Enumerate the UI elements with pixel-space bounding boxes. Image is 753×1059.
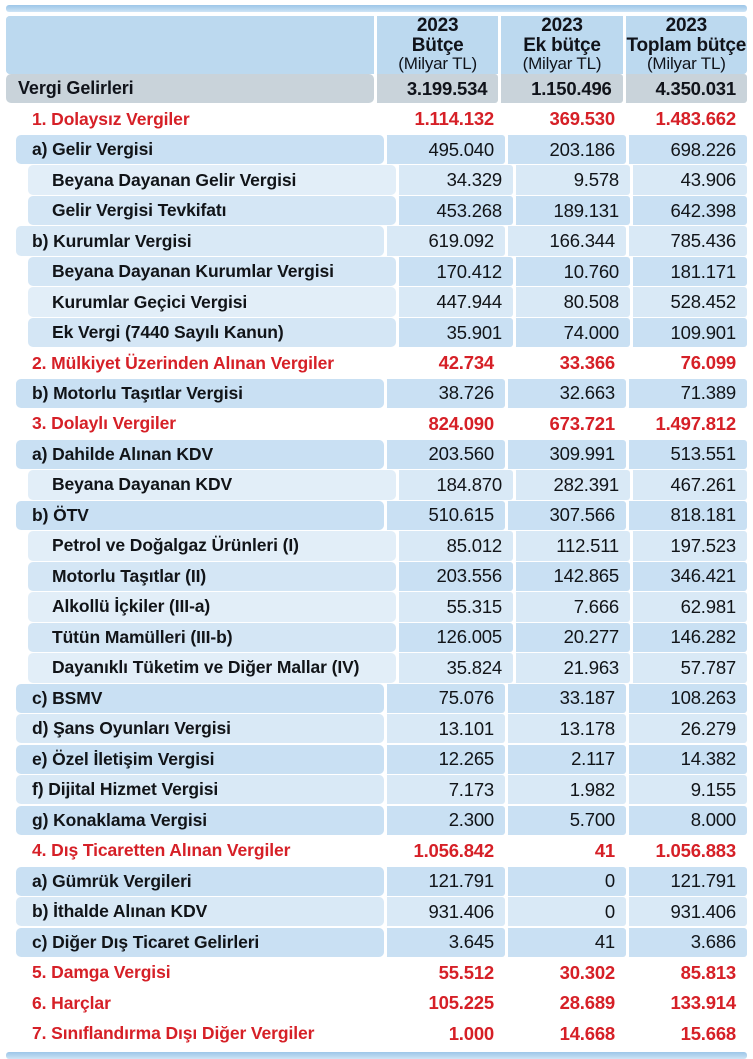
row-value-cell: 0 <box>505 867 626 896</box>
row-label: Motorlu Taşıtlar (II) <box>52 565 207 586</box>
header-unit: (Milyar TL) <box>522 54 602 74</box>
row-value-cell: 43.906 <box>630 165 747 194</box>
header-name: Toplam bütçe <box>626 34 747 56</box>
row-label: b) İthalde Alınan KDV <box>32 901 208 922</box>
row-label-cell <box>28 562 396 591</box>
row-label-cell <box>28 318 396 347</box>
row-value-cell: 34.329 <box>396 165 513 194</box>
row-value-cell: 74.000 <box>513 318 630 347</box>
table-row <box>6 165 747 194</box>
row-label: Dayanıklı Tüketim ve Diğer Mallar (IV) <box>52 657 360 678</box>
row-label: Beyana Dayanan Gelir Vergisi <box>52 169 297 190</box>
table-row <box>6 379 747 408</box>
row-label-cell <box>16 501 384 530</box>
table-row <box>6 562 747 591</box>
row-label-cell <box>16 958 384 987</box>
row-label-cell <box>16 714 384 743</box>
row-label: b) Kurumlar Vergisi <box>32 230 192 251</box>
row-label-cell <box>28 165 396 194</box>
table-row <box>6 257 747 286</box>
row-value-cell: 346.421 <box>630 562 747 591</box>
header-column-butce <box>374 16 498 74</box>
row-value-cell: 8.000 <box>626 806 747 835</box>
row-value-cell: 7.666 <box>513 592 630 621</box>
row-value-cell: 673.721 <box>505 409 626 438</box>
row-value-cell: 41 <box>505 836 626 865</box>
table-row <box>6 501 747 530</box>
row-label-cell <box>16 1019 384 1048</box>
row-label: Vergi Gelirleri <box>18 78 134 99</box>
row-value-cell: 14.382 <box>626 745 747 774</box>
row-value-cell: 2.300 <box>384 806 505 835</box>
table-row <box>6 775 747 804</box>
row-label-cell <box>28 257 396 286</box>
row-value-cell: 121.791 <box>384 867 505 896</box>
row-value-cell: 112.511 <box>513 531 630 560</box>
row-value-cell: 3.199.534 <box>374 74 498 103</box>
row-label: 6. Harçlar <box>32 992 111 1013</box>
row-value-cell: 13.101 <box>384 714 505 743</box>
row-value-cell: 30.302 <box>505 958 626 987</box>
row-value-cell: 85.012 <box>396 531 513 560</box>
row-label-cell <box>16 440 384 469</box>
bottom-accent-bar <box>6 1052 747 1059</box>
row-value-cell: 12.265 <box>384 745 505 774</box>
row-value-cell: 495.040 <box>384 135 505 164</box>
row-value-cell: 184.870 <box>396 470 513 499</box>
row-label: f) Dijital Hizmet Vergisi <box>32 779 219 800</box>
table-row <box>6 196 747 225</box>
row-label: Beyana Dayanan Kurumlar Vergisi <box>52 261 334 282</box>
row-value-cell: 189.131 <box>513 196 630 225</box>
table-row <box>6 653 747 682</box>
row-label-cell <box>16 836 384 865</box>
table-row <box>6 135 747 164</box>
row-label-cell <box>16 379 384 408</box>
row-value-cell: 619.092 <box>384 226 505 255</box>
row-value-cell: 4.350.031 <box>623 74 747 103</box>
row-value-cell: 20.277 <box>513 623 630 652</box>
row-value-cell: 21.963 <box>513 653 630 682</box>
row-label-cell <box>28 623 396 652</box>
row-value-cell: 142.865 <box>513 562 630 591</box>
row-label-cell <box>16 897 384 926</box>
row-value-cell: 824.090 <box>384 409 505 438</box>
row-label: 4. Dış Ticaretten Alınan Vergiler <box>32 840 291 861</box>
row-value-cell: 26.279 <box>626 714 747 743</box>
table-row <box>6 592 747 621</box>
row-label-cell <box>28 470 396 499</box>
row-value-cell: 166.344 <box>505 226 626 255</box>
row-value-cell: 309.991 <box>505 440 626 469</box>
row-label: a) Gelir Vergisi <box>32 139 153 160</box>
row-value-cell: 57.787 <box>630 653 747 682</box>
table-row <box>6 714 747 743</box>
table-row <box>6 989 747 1018</box>
row-value-cell: 55.512 <box>384 958 505 987</box>
table-row <box>6 745 747 774</box>
row-value-cell: 33.366 <box>505 348 626 377</box>
header-year: 2023 <box>541 16 583 37</box>
row-label-cell <box>16 684 384 713</box>
row-value-cell: 105.225 <box>384 989 505 1018</box>
row-label-cell <box>16 928 384 957</box>
table-row <box>6 531 747 560</box>
row-value-cell: 133.914 <box>626 989 747 1018</box>
table-row <box>6 287 747 316</box>
row-value-cell: 126.005 <box>396 623 513 652</box>
table-row <box>6 440 747 469</box>
row-value-cell: 931.406 <box>384 897 505 926</box>
table-row <box>6 897 747 926</box>
row-value-cell: 1.982 <box>505 775 626 804</box>
row-label-cell <box>16 775 384 804</box>
row-value-cell: 698.226 <box>626 135 747 164</box>
row-label-cell <box>16 226 384 255</box>
table-row <box>6 470 747 499</box>
row-label: b) ÖTV <box>32 504 89 525</box>
row-label: Gelir Vergisi Tevkifatı <box>52 200 227 221</box>
row-value-cell: 1.114.132 <box>384 104 505 133</box>
table-row <box>6 867 747 896</box>
row-label: a) Gümrük Vergileri <box>32 870 192 891</box>
table-row <box>6 836 747 865</box>
row-value-cell: 9.578 <box>513 165 630 194</box>
row-value-cell: 42.734 <box>384 348 505 377</box>
table-row <box>6 806 747 835</box>
row-value-cell: 447.944 <box>396 287 513 316</box>
row-label: Kurumlar Geçici Vergisi <box>52 291 248 312</box>
row-label-cell <box>16 135 384 164</box>
row-label: Beyana Dayanan KDV <box>52 474 233 495</box>
row-value-cell: 1.056.842 <box>384 836 505 865</box>
row-value-cell: 7.173 <box>384 775 505 804</box>
row-value-cell: 109.901 <box>630 318 747 347</box>
row-value-cell: 3.645 <box>384 928 505 957</box>
table-row <box>6 104 747 133</box>
row-value-cell: 818.181 <box>626 501 747 530</box>
row-value-cell: 75.076 <box>384 684 505 713</box>
header-label-column <box>6 16 374 74</box>
row-value-cell: 10.760 <box>513 257 630 286</box>
row-value-cell: 528.452 <box>630 287 747 316</box>
row-value-cell: 35.824 <box>396 653 513 682</box>
row-value-cell: 14.668 <box>505 1019 626 1048</box>
row-value-cell: 85.813 <box>626 958 747 987</box>
row-value-cell: 38.726 <box>384 379 505 408</box>
header-name: Bütçe <box>411 34 464 56</box>
row-label-cell <box>16 867 384 896</box>
row-value-cell: 13.178 <box>505 714 626 743</box>
table-row <box>6 348 747 377</box>
row-value-cell: 28.689 <box>505 989 626 1018</box>
header-unit: (Milyar TL) <box>646 54 726 74</box>
table-row <box>6 74 747 103</box>
row-value-cell: 55.315 <box>396 592 513 621</box>
header-year: 2023 <box>416 16 459 37</box>
row-value-cell: 785.436 <box>626 226 747 255</box>
row-value-cell: 2.117 <box>505 745 626 774</box>
row-label-cell <box>28 196 396 225</box>
budget-table <box>0 5 753 1044</box>
table-row <box>6 958 747 987</box>
row-label: b) Motorlu Taşıtlar Vergisi <box>32 382 243 403</box>
row-value-cell: 1.150.496 <box>498 74 622 103</box>
row-value-cell: 41 <box>505 928 626 957</box>
row-label: g) Konaklama Vergisi <box>32 809 208 830</box>
row-label: c) Diğer Dış Ticaret Gelirleri <box>32 931 260 952</box>
row-label: 5. Damga Vergisi <box>32 962 171 983</box>
row-value-cell: 282.391 <box>513 470 630 499</box>
row-value-cell: 642.398 <box>630 196 747 225</box>
row-label: c) BSMV <box>32 687 103 708</box>
table-body <box>6 74 747 1048</box>
table-row <box>6 1019 747 1048</box>
row-label-cell <box>6 74 374 103</box>
row-label: e) Özel İletişim Vergisi <box>32 748 215 769</box>
row-value-cell: 181.171 <box>630 257 747 286</box>
row-label: Alkollü İçkiler (III-a) <box>52 596 211 617</box>
row-value-cell: 3.686 <box>626 928 747 957</box>
header-year: 2023 <box>665 16 708 37</box>
table-row <box>6 318 747 347</box>
row-value-cell: 197.523 <box>630 531 747 560</box>
row-value-cell: 1.497.812 <box>626 409 747 438</box>
row-value-cell: 5.700 <box>505 806 626 835</box>
row-value-cell: 15.668 <box>626 1019 747 1048</box>
row-label: 7. Sınıflandırma Dışı Diğer Vergiler <box>32 1023 315 1044</box>
header-name: Ek bütçe <box>523 34 601 56</box>
row-label: d) Şans Oyunları Vergisi <box>32 718 231 739</box>
row-value-cell: 467.261 <box>630 470 747 499</box>
table-row <box>6 928 747 957</box>
row-label: a) Dahilde Alınan KDV <box>32 443 214 464</box>
row-value-cell: 146.282 <box>630 623 747 652</box>
table-row <box>6 226 747 255</box>
table-header-row <box>6 16 747 74</box>
table-row <box>6 623 747 652</box>
row-value-cell: 931.406 <box>626 897 747 926</box>
row-value-cell: 1.483.662 <box>626 104 747 133</box>
row-label-cell <box>16 989 384 1018</box>
row-label-cell <box>16 348 384 377</box>
row-value-cell: 62.981 <box>630 592 747 621</box>
row-value-cell: 203.186 <box>505 135 626 164</box>
row-label-cell <box>28 653 396 682</box>
row-label: 1. Dolaysız Vergiler <box>32 108 190 129</box>
header-column-ek-butce <box>498 16 622 74</box>
row-value-cell: 76.099 <box>626 348 747 377</box>
row-value-cell: 9.155 <box>626 775 747 804</box>
table-row <box>6 409 747 438</box>
header-column-toplam-butce <box>623 16 747 74</box>
table-row <box>6 684 747 713</box>
row-value-cell: 121.791 <box>626 867 747 896</box>
top-accent-bar <box>6 5 747 12</box>
header-unit: (Milyar TL) <box>398 54 478 74</box>
row-value-cell: 80.508 <box>513 287 630 316</box>
row-label: Tütün Mamülleri (III-b) <box>52 626 233 647</box>
row-value-cell: 32.663 <box>505 379 626 408</box>
row-value-cell: 108.263 <box>626 684 747 713</box>
row-label-cell <box>16 104 384 133</box>
row-value-cell: 307.566 <box>505 501 626 530</box>
row-value-cell: 33.187 <box>505 684 626 713</box>
row-value-cell: 203.556 <box>396 562 513 591</box>
row-value-cell: 170.412 <box>396 257 513 286</box>
row-label: Ek Vergi (7440 Sayılı Kanun) <box>52 322 284 343</box>
row-value-cell: 513.551 <box>626 440 747 469</box>
row-value-cell: 453.268 <box>396 196 513 225</box>
row-value-cell: 203.560 <box>384 440 505 469</box>
row-value-cell: 1.000 <box>384 1019 505 1048</box>
row-label: Petrol ve Doğalgaz Ürünleri (I) <box>52 535 299 556</box>
row-value-cell: 71.389 <box>626 379 747 408</box>
row-value-cell: 35.901 <box>396 318 513 347</box>
row-value-cell: 510.615 <box>384 501 505 530</box>
row-value-cell: 0 <box>505 897 626 926</box>
row-label-cell <box>28 287 396 316</box>
row-label: 2. Mülkiyet Üzerinden Alınan Vergiler <box>32 352 334 373</box>
row-label-cell <box>28 592 396 621</box>
row-label: 3. Dolaylı Vergiler <box>32 413 177 434</box>
row-label-cell <box>16 806 384 835</box>
row-value-cell: 369.530 <box>505 104 626 133</box>
row-label-cell <box>16 745 384 774</box>
row-label-cell <box>16 409 384 438</box>
row-label-cell <box>28 531 396 560</box>
row-value-cell: 1.056.883 <box>626 836 747 865</box>
